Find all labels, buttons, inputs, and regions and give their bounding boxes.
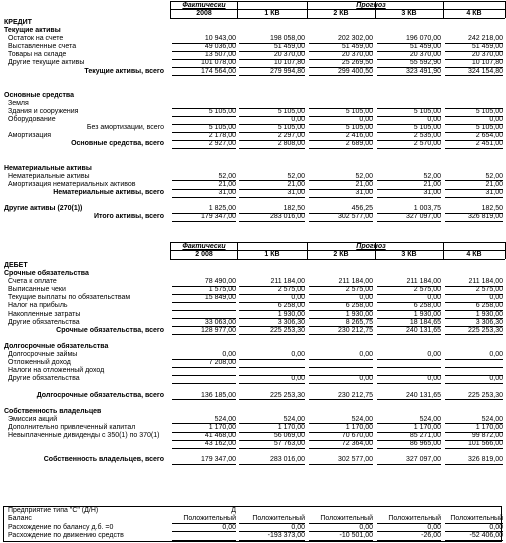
row-label: Без амортизации, всего: [86, 124, 164, 132]
cell: 279 994,80: [269, 67, 305, 75]
cell: 225 253,30: [269, 326, 305, 334]
cell: 15 849,00: [204, 294, 236, 302]
cell: 20 370,00: [471, 51, 503, 59]
cell-underline: [172, 75, 236, 76]
cell-underline: [172, 399, 236, 400]
cell: 1 003,75: [413, 205, 441, 213]
cell: 240 131,65: [405, 391, 441, 399]
cell: 3 306,30: [475, 318, 503, 326]
cell: 327 097,00: [405, 213, 441, 221]
cell-underline: [309, 148, 373, 149]
header-col-line: [307, 242, 308, 259]
cell-underline: [377, 383, 441, 384]
cell: 0,00: [427, 375, 441, 383]
cell: 31,00: [218, 189, 236, 196]
row-label: Текущие выплаты по обязательствам: [8, 294, 131, 302]
cell: 21,00: [485, 180, 503, 188]
cell: 5 105,00: [413, 108, 441, 115]
cell: 196 070,00: [405, 35, 441, 43]
cell: 323 491,90: [405, 67, 441, 75]
cell: 21,00: [423, 180, 441, 188]
cell: 5 105,00: [475, 124, 503, 132]
cell: 211 184,00: [338, 278, 373, 286]
cell: 211 184,00: [468, 278, 503, 286]
row-label: Амортизация нематериальных активов: [8, 180, 136, 188]
cell: 225 253,30: [269, 391, 305, 399]
cell: 52,00: [355, 172, 373, 180]
row-label: Итого активы, всего: [94, 213, 164, 221]
footer-cell: -193 373,00: [267, 532, 305, 540]
cell-underline: [172, 383, 236, 384]
cell-underline: [172, 116, 236, 117]
cell: 1 170,00: [475, 423, 503, 431]
cell: 51 459,00: [273, 43, 305, 51]
header-quarter: 1 КВ: [264, 251, 280, 258]
cell: 21,00: [218, 180, 236, 188]
cell: 5 105,00: [208, 124, 236, 132]
cell: 43 162,00: [204, 440, 236, 448]
cell-underline: [445, 399, 503, 400]
cell-underline: [239, 334, 305, 335]
footer-cell: Положительный: [450, 515, 503, 522]
cell: 211 184,00: [406, 278, 441, 286]
header-col-line: [375, 242, 376, 259]
cell: 299 400,50: [337, 67, 373, 75]
cell: 20 370,00: [409, 51, 441, 59]
cell: 31,00: [287, 189, 305, 196]
cell: 242 218,00: [467, 35, 503, 43]
row-label: Здания и сооружения: [8, 108, 79, 115]
cell: 230 212,75: [337, 326, 373, 334]
row-label: Оборудование: [8, 116, 56, 124]
cell-underline: [445, 383, 503, 384]
cell: 70 670,00: [341, 432, 373, 439]
cell: 2 575,00: [277, 286, 305, 294]
cell: 1 930,00: [345, 310, 373, 318]
cell: 179 347,00: [200, 213, 236, 221]
cell: 6 258,00: [413, 302, 441, 310]
cell-underline: [309, 75, 373, 76]
header-forecast: Прогноз: [356, 2, 386, 9]
cell: 1 930,00: [475, 310, 503, 318]
cell: 52,00: [287, 172, 305, 180]
header-col-line: [375, 1, 376, 18]
footer-cell: 0,00: [291, 523, 305, 531]
row-label: Отложенный доход: [8, 359, 71, 367]
cell: 1 170,00: [208, 423, 236, 431]
cell: 326 819,00: [467, 456, 503, 464]
header-quarter: 4 КВ: [466, 251, 482, 258]
row-label: Амортизация: [8, 132, 52, 140]
header-forecast: Прогноз: [356, 243, 386, 250]
cell-underline: [445, 367, 503, 368]
cell: 1 170,00: [413, 423, 441, 431]
header-mid-line: [170, 9, 505, 10]
cell-underline: [239, 448, 305, 449]
cell: 21,00: [287, 180, 305, 188]
cell: 2 451,00: [475, 140, 503, 148]
cell-underline: [309, 367, 373, 368]
row-label: Основные средства, всего: [71, 140, 164, 148]
cell: 0,00: [427, 351, 441, 358]
row-label: Срочные обязательства, всего: [56, 326, 164, 334]
cell: 0,00: [489, 375, 503, 383]
cell: 0,00: [291, 294, 305, 302]
row-label: Товары на складе: [8, 51, 67, 59]
cell: 327 097,00: [405, 456, 441, 464]
cell-underline: [377, 197, 441, 198]
cell: 31,00: [423, 189, 441, 196]
cell-underline: [445, 221, 503, 222]
cell: 51 459,00: [341, 43, 373, 51]
footer-type-label: Предприятие типа "С" (Д/Н): [8, 507, 99, 514]
cell: 6 258,00: [277, 302, 305, 310]
cell-underline: [309, 221, 373, 222]
cell: 10 107,80: [471, 59, 503, 67]
row-label: Долгосрочные обязательства, всего: [36, 391, 164, 399]
cell: 2 575,00: [413, 286, 441, 294]
cell-underline: [309, 383, 373, 384]
row-label: Собственность владельцев, всего: [43, 456, 164, 464]
cell: 5 105,00: [475, 108, 503, 115]
cell: 202 302,00: [337, 35, 373, 43]
footer-row-label: Расхождение по движению средств: [8, 532, 124, 540]
cell-underline: [309, 448, 373, 449]
cell-underline: [377, 75, 441, 76]
row-label: Невыплаченные дивиденды с 350(1) по 370(1): [8, 432, 160, 439]
cell: 0,00: [291, 116, 305, 124]
row-label: Текущие активы, всего: [84, 67, 164, 75]
cell-underline: [377, 221, 441, 222]
cell: 0,00: [291, 351, 305, 358]
header-fact: Фактически: [182, 243, 226, 250]
cell: 2 535,00: [413, 132, 441, 140]
cell-underline: [377, 359, 441, 360]
cell: 86 965,00: [409, 440, 441, 448]
cell-underline: [445, 148, 503, 149]
cell: 0,00: [359, 294, 373, 302]
cell-underline: [172, 148, 236, 149]
cell: 101 566,00: [467, 440, 503, 448]
cell: 57 763,00: [273, 440, 305, 448]
cell: 55 592,90: [409, 59, 441, 67]
header-year: 2 008: [195, 251, 213, 258]
row-label: Другие активы (270(1)): [4, 205, 83, 213]
cell: 0,00: [222, 351, 236, 358]
cell-underline: [239, 399, 305, 400]
cell: 0,00: [427, 294, 441, 302]
footer-cell: Положительный: [320, 515, 373, 522]
footer-underline: [172, 531, 236, 532]
row-label: Счета к оплате: [8, 278, 57, 286]
cell: 10 943,00: [204, 35, 236, 43]
footer-cell: -52 406,00: [469, 532, 503, 540]
cell-underline: [172, 375, 236, 376]
footer-cell: 0,00: [427, 523, 441, 531]
cell-underline: [445, 359, 503, 360]
cell: 20 370,00: [273, 51, 305, 59]
cell: 33 063,00: [204, 318, 236, 326]
cell: 0,00: [489, 116, 503, 124]
cell: 0,00: [427, 116, 441, 124]
cell-underline: [445, 197, 503, 198]
cell: 302 577,00: [337, 456, 373, 464]
cell: 10 107,80: [273, 59, 305, 67]
header-quarter: 2 КВ: [333, 251, 349, 258]
cell: 2 575,00: [475, 286, 503, 294]
footer-row-label: Баланс: [8, 515, 32, 522]
cell: 0,00: [489, 351, 503, 358]
cell-underline: [239, 359, 305, 360]
cell-underline: [445, 75, 503, 76]
row-label: Нематериальные активы: [4, 164, 92, 172]
cell: 2 927,00: [208, 140, 236, 148]
cell: 225 253,30: [467, 391, 503, 399]
footer-cell: -26,00: [421, 532, 441, 540]
cell: 13 507,00: [204, 51, 236, 59]
cell: 1 930,00: [277, 310, 305, 318]
cell: 52,00: [218, 172, 236, 180]
cell: 225 253,30: [467, 326, 503, 334]
cell-underline: [377, 334, 441, 335]
cell: 2 178,00: [208, 132, 236, 140]
cell: 31,00: [485, 189, 503, 196]
cell-underline: [377, 464, 441, 465]
cell-underline: [239, 75, 305, 76]
credit-title: КРЕДИТ: [4, 19, 32, 26]
cell: 3 306,30: [277, 318, 305, 326]
cell: 99 872,00: [471, 432, 503, 439]
cell-underline: [172, 464, 236, 465]
cell: 6 258,00: [475, 302, 503, 310]
row-label: Земля: [8, 99, 29, 107]
header-quarter: 1 КВ: [264, 10, 280, 17]
cell-underline: [172, 310, 236, 311]
cell: 2 575,00: [345, 286, 373, 294]
footer-left-line: [3, 506, 4, 542]
header-bottom-line: [170, 18, 505, 19]
header-top-line: [170, 1, 505, 2]
header-year: 2008: [196, 10, 212, 17]
header-col-line: [443, 242, 444, 259]
row-label: Накопленные затраты: [8, 310, 81, 318]
cell-underline: [239, 383, 305, 384]
cell: 240 131,65: [405, 326, 441, 334]
cell: 0,00: [489, 294, 503, 302]
cell: 5 105,00: [277, 108, 305, 115]
row-label: Нематериальные активы, всего: [53, 189, 164, 196]
cell: 182,50: [481, 205, 503, 213]
cell-underline: [377, 148, 441, 149]
cell: 52,00: [485, 172, 503, 180]
cell-underline: [172, 367, 236, 368]
cell-underline: [309, 359, 373, 360]
cell: 174 564,00: [200, 67, 236, 75]
header-col-line: [307, 1, 308, 18]
header-quarter: 4 КВ: [466, 10, 482, 17]
footer-cell: -10 501,00: [339, 532, 373, 540]
cell: 524,00: [283, 415, 305, 423]
row-label: Эмиссия акций: [8, 415, 58, 423]
cell: 5 105,00: [277, 124, 305, 132]
header-bottom-line: [170, 259, 505, 260]
cell-underline: [239, 367, 305, 368]
cell-underline: [239, 221, 305, 222]
row-label: Налоги на отложенный доход: [8, 367, 105, 375]
row-label: Налог на прибыль: [8, 302, 68, 310]
cell: 51 459,00: [471, 43, 503, 51]
cell: 7 208,00: [208, 359, 236, 367]
cell: 230 212,75: [337, 391, 373, 399]
cell: 5 105,00: [345, 108, 373, 115]
header-col-line: [237, 1, 238, 18]
header-fact: Фактически: [182, 2, 226, 9]
cell: 136 185,00: [200, 391, 236, 399]
cell: 2 416,00: [345, 132, 373, 140]
cell: 211 184,00: [270, 278, 305, 286]
cell: 5 105,00: [208, 108, 236, 115]
footer-cell: Положительный: [252, 515, 305, 522]
footer-cell: Положительный: [388, 515, 441, 522]
row-label: Долгосрочные обязательства: [4, 342, 109, 350]
cell: 324 154,80: [467, 67, 503, 75]
cell: 20 370,00: [341, 51, 373, 59]
header-col-line: [443, 1, 444, 18]
header-mid-line: [170, 250, 505, 251]
cell: 56 069,00: [273, 432, 305, 439]
cell: 283 016,00: [269, 213, 305, 221]
cell-underline: [172, 334, 236, 335]
cell: 2 297,00: [277, 132, 305, 140]
footer-cell: 0,00: [489, 523, 503, 531]
cell: 51 459,00: [409, 43, 441, 51]
cell-underline: [445, 464, 503, 465]
footer-row-label: Расхождение по балансу д.б. =0: [8, 523, 114, 531]
cell-underline: [172, 221, 236, 222]
cell-underline: [309, 464, 373, 465]
cell: 18 184,65: [409, 318, 441, 326]
row-label: Срочные обязательства: [4, 270, 89, 277]
cell: 1 825,00: [208, 205, 236, 213]
row-label: Долгосрочные займы: [8, 351, 78, 358]
row-label: Нематериальные активы: [8, 172, 90, 180]
cell-underline: [309, 334, 373, 335]
cell-underline: [377, 367, 441, 368]
cell-underline: [445, 334, 503, 335]
cell: 5 105,00: [413, 124, 441, 132]
cell: 1 575,00: [208, 286, 236, 294]
cell: 198 058,00: [269, 35, 305, 43]
row-label: Собственность владельцев: [4, 407, 102, 415]
cell-underline: [239, 197, 305, 198]
cell: 0,00: [359, 351, 373, 358]
cell: 524,00: [214, 415, 236, 423]
row-label: Другие обязательства: [8, 318, 80, 326]
cell: 78 490,00: [204, 278, 236, 286]
cell: 0,00: [359, 116, 373, 124]
row-label: Выставленные счета: [8, 43, 77, 51]
header-quarter: 3 КВ: [401, 251, 417, 258]
header-col-line: [170, 242, 171, 259]
cell: 524,00: [481, 415, 503, 423]
cell: 49 036,00: [204, 43, 236, 51]
cell: 2 654,00: [475, 132, 503, 140]
row-label: Другие текущие активы: [8, 59, 85, 67]
header-quarter: 3 КВ: [401, 10, 417, 17]
cell-underline: [172, 448, 236, 449]
cell: 21,00: [355, 180, 373, 188]
cell: 85 271,00: [409, 432, 441, 439]
footer-cell: 0,00: [222, 523, 236, 531]
cell: 1 170,00: [345, 423, 373, 431]
row-label: Текущие активы: [4, 27, 61, 34]
cell: 302 577,00: [337, 213, 373, 221]
footer-cell: 0,00: [359, 523, 373, 531]
cell: 0,00: [291, 375, 305, 383]
footer-type-value: Д: [231, 507, 236, 514]
cell: 0,00: [359, 375, 373, 383]
cell: 182,50: [283, 205, 305, 213]
cell: 283 016,00: [269, 456, 305, 464]
cell-underline: [377, 399, 441, 400]
cell-underline: [377, 448, 441, 449]
row-label: Выписанные чеки: [8, 286, 66, 294]
footer-cell: Положительный: [183, 515, 236, 522]
footer-bottom-line: [3, 541, 501, 542]
row-label: Дополнительно привлеченный капитал: [8, 423, 136, 431]
header-top-line: [170, 242, 505, 243]
header-col-line: [170, 1, 171, 18]
row-label: Другие обязательства: [8, 375, 80, 383]
cell: 5 105,00: [345, 124, 373, 132]
row-label: Остаток на счете: [8, 35, 64, 43]
cell: 6 258,00: [345, 302, 373, 310]
cell-underline: [309, 399, 373, 400]
cell-underline: [172, 302, 236, 303]
cell: 524,00: [351, 415, 373, 423]
cell: 326 819,00: [467, 213, 503, 221]
cell-underline: [239, 464, 305, 465]
cell: 31,00: [355, 189, 373, 196]
cell: 41 468,00: [204, 432, 236, 439]
cell: 8 265,75: [345, 318, 373, 326]
cell-underline: [172, 197, 236, 198]
cell: 2 570,00: [413, 140, 441, 148]
cell: 1 930,00: [413, 310, 441, 318]
debit-title: ДЕБЕТ: [4, 262, 28, 269]
cell: 179 347,00: [200, 456, 236, 464]
cell: 72 364,00: [341, 440, 373, 448]
cell-underline: [239, 148, 305, 149]
row-label: Основные средства: [4, 91, 75, 99]
cell: 25 269,50: [341, 59, 373, 67]
cell-underline: [309, 197, 373, 198]
cell: 1 170,00: [277, 423, 305, 431]
cell: 128 977,00: [200, 326, 236, 334]
cell: 2 808,00: [277, 140, 305, 148]
cell: 2 689,00: [345, 140, 373, 148]
header-col-line: [237, 242, 238, 259]
cell: 456,25: [351, 205, 373, 213]
cell: 524,00: [419, 415, 441, 423]
header-quarter: 2 КВ: [333, 10, 349, 17]
cell: 101 078,00: [200, 59, 236, 67]
cell-underline: [445, 448, 503, 449]
cell: 52,00: [423, 172, 441, 180]
